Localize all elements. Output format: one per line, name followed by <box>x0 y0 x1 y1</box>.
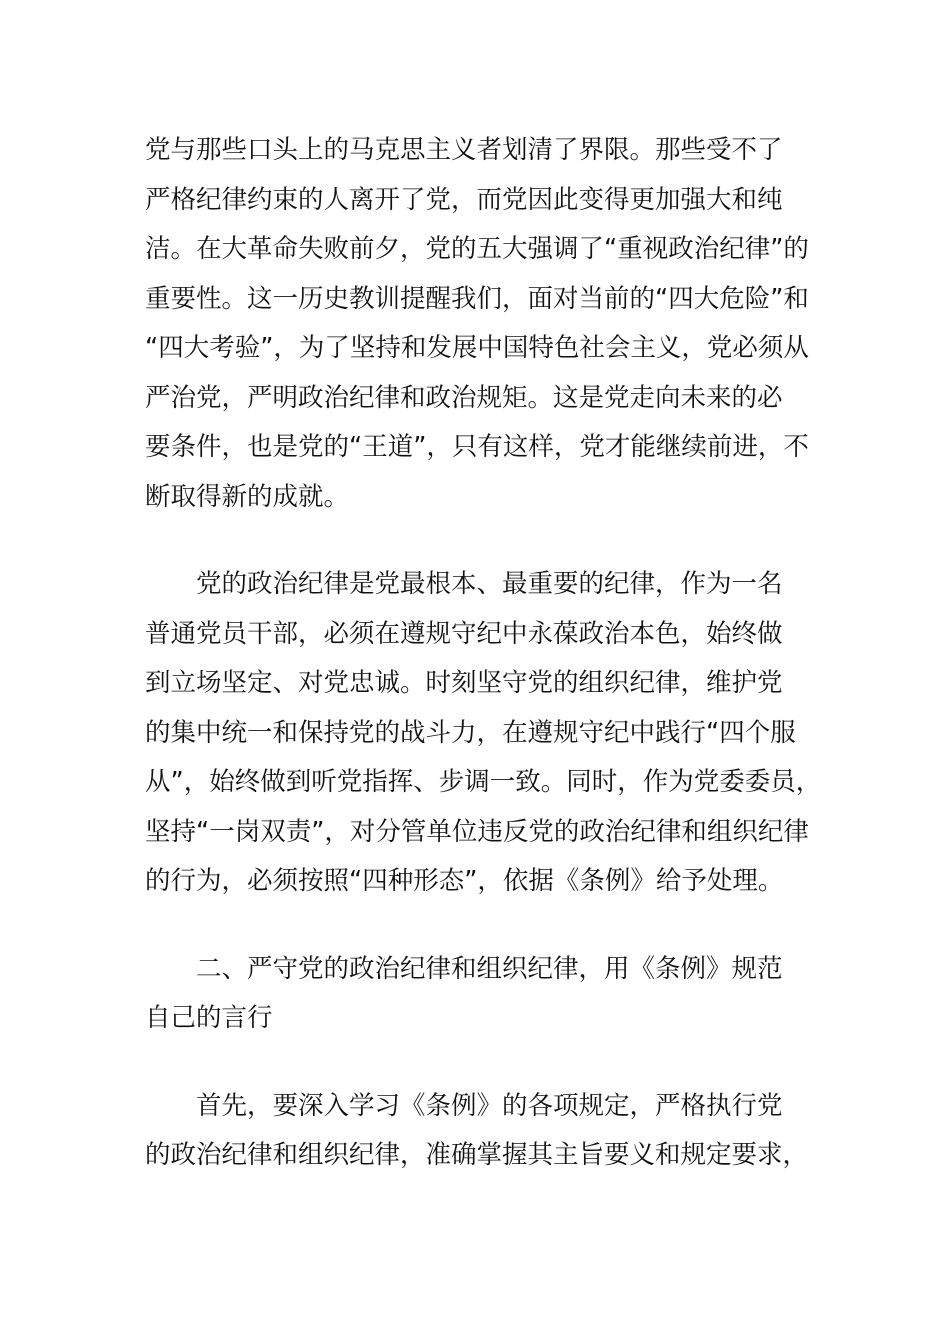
text-line: 坚持“一岗双责”，对分管单位违反党的政治纪律和组织纪律 <box>145 816 809 847</box>
text-line: 从”，始终做到听党指挥、步调一致。同时，作为党委委员， <box>145 767 822 797</box>
text-line: 二、严守党的政治纪律和组织纪律，用《条例》规范 <box>196 953 783 984</box>
paragraph-spacer <box>145 522 825 560</box>
text-line: 重要性。这一历史教训提醒我们，面对当前的“四大危险”和 <box>145 283 809 314</box>
text-line: 党的政治纪律是党最根本、最重要的纪律，作为一名 <box>196 569 783 599</box>
text-line: 断取得新的成就。 <box>145 481 350 512</box>
text-line: 到立场坚定、对党忠诚。时刻坚守党的组织纪律，维护党 <box>145 668 783 698</box>
text-line: 的集中统一和保持党的战斗力，在遵规守纪中践行“四个服 <box>145 717 796 748</box>
document-body <box>145 126 825 1181</box>
text-line: 的行为，必须按照“四种形态”，依据《条例》给予处理。 <box>145 866 784 896</box>
text-line: 首先，要深入学习《条例》的各项规定，严格执行党 <box>196 1090 783 1121</box>
text-line: 要条件，也是党的“王道”，只有这样，党才能继续前进，不 <box>145 432 809 462</box>
text-line: 党与那些口头上的马克思主义者划清了界限。那些受不了 <box>145 135 783 165</box>
text-line: 自己的言行 <box>145 1003 273 1033</box>
text-line: 严治党，严明政治纪律和政治规矩。这是党走向未来的必 <box>145 382 783 413</box>
text-line: 洁。在大革命失败前夕，党的五大强调了“重视政治纪律”的 <box>145 234 809 264</box>
section-heading <box>145 945 825 1044</box>
text-line: “四大考验”，为了坚持和发展中国特色社会主义，党必须从 <box>145 333 809 363</box>
text-line: 普通党员干部，必须在遵规守纪中永葆政治本色，始终做 <box>145 618 783 649</box>
paragraph-spacer <box>145 1044 825 1082</box>
paragraph-spacer <box>145 907 825 945</box>
text-line: 严格纪律约束的人离开了党，而党因此变得更加强大和纯 <box>145 184 783 215</box>
paragraph <box>145 1082 825 1181</box>
paragraph <box>145 560 825 907</box>
paragraph <box>145 126 825 522</box>
text-line: 的政治纪律和组织纪律，准确掌握其主旨要义和规定要求， <box>145 1140 809 1170</box>
